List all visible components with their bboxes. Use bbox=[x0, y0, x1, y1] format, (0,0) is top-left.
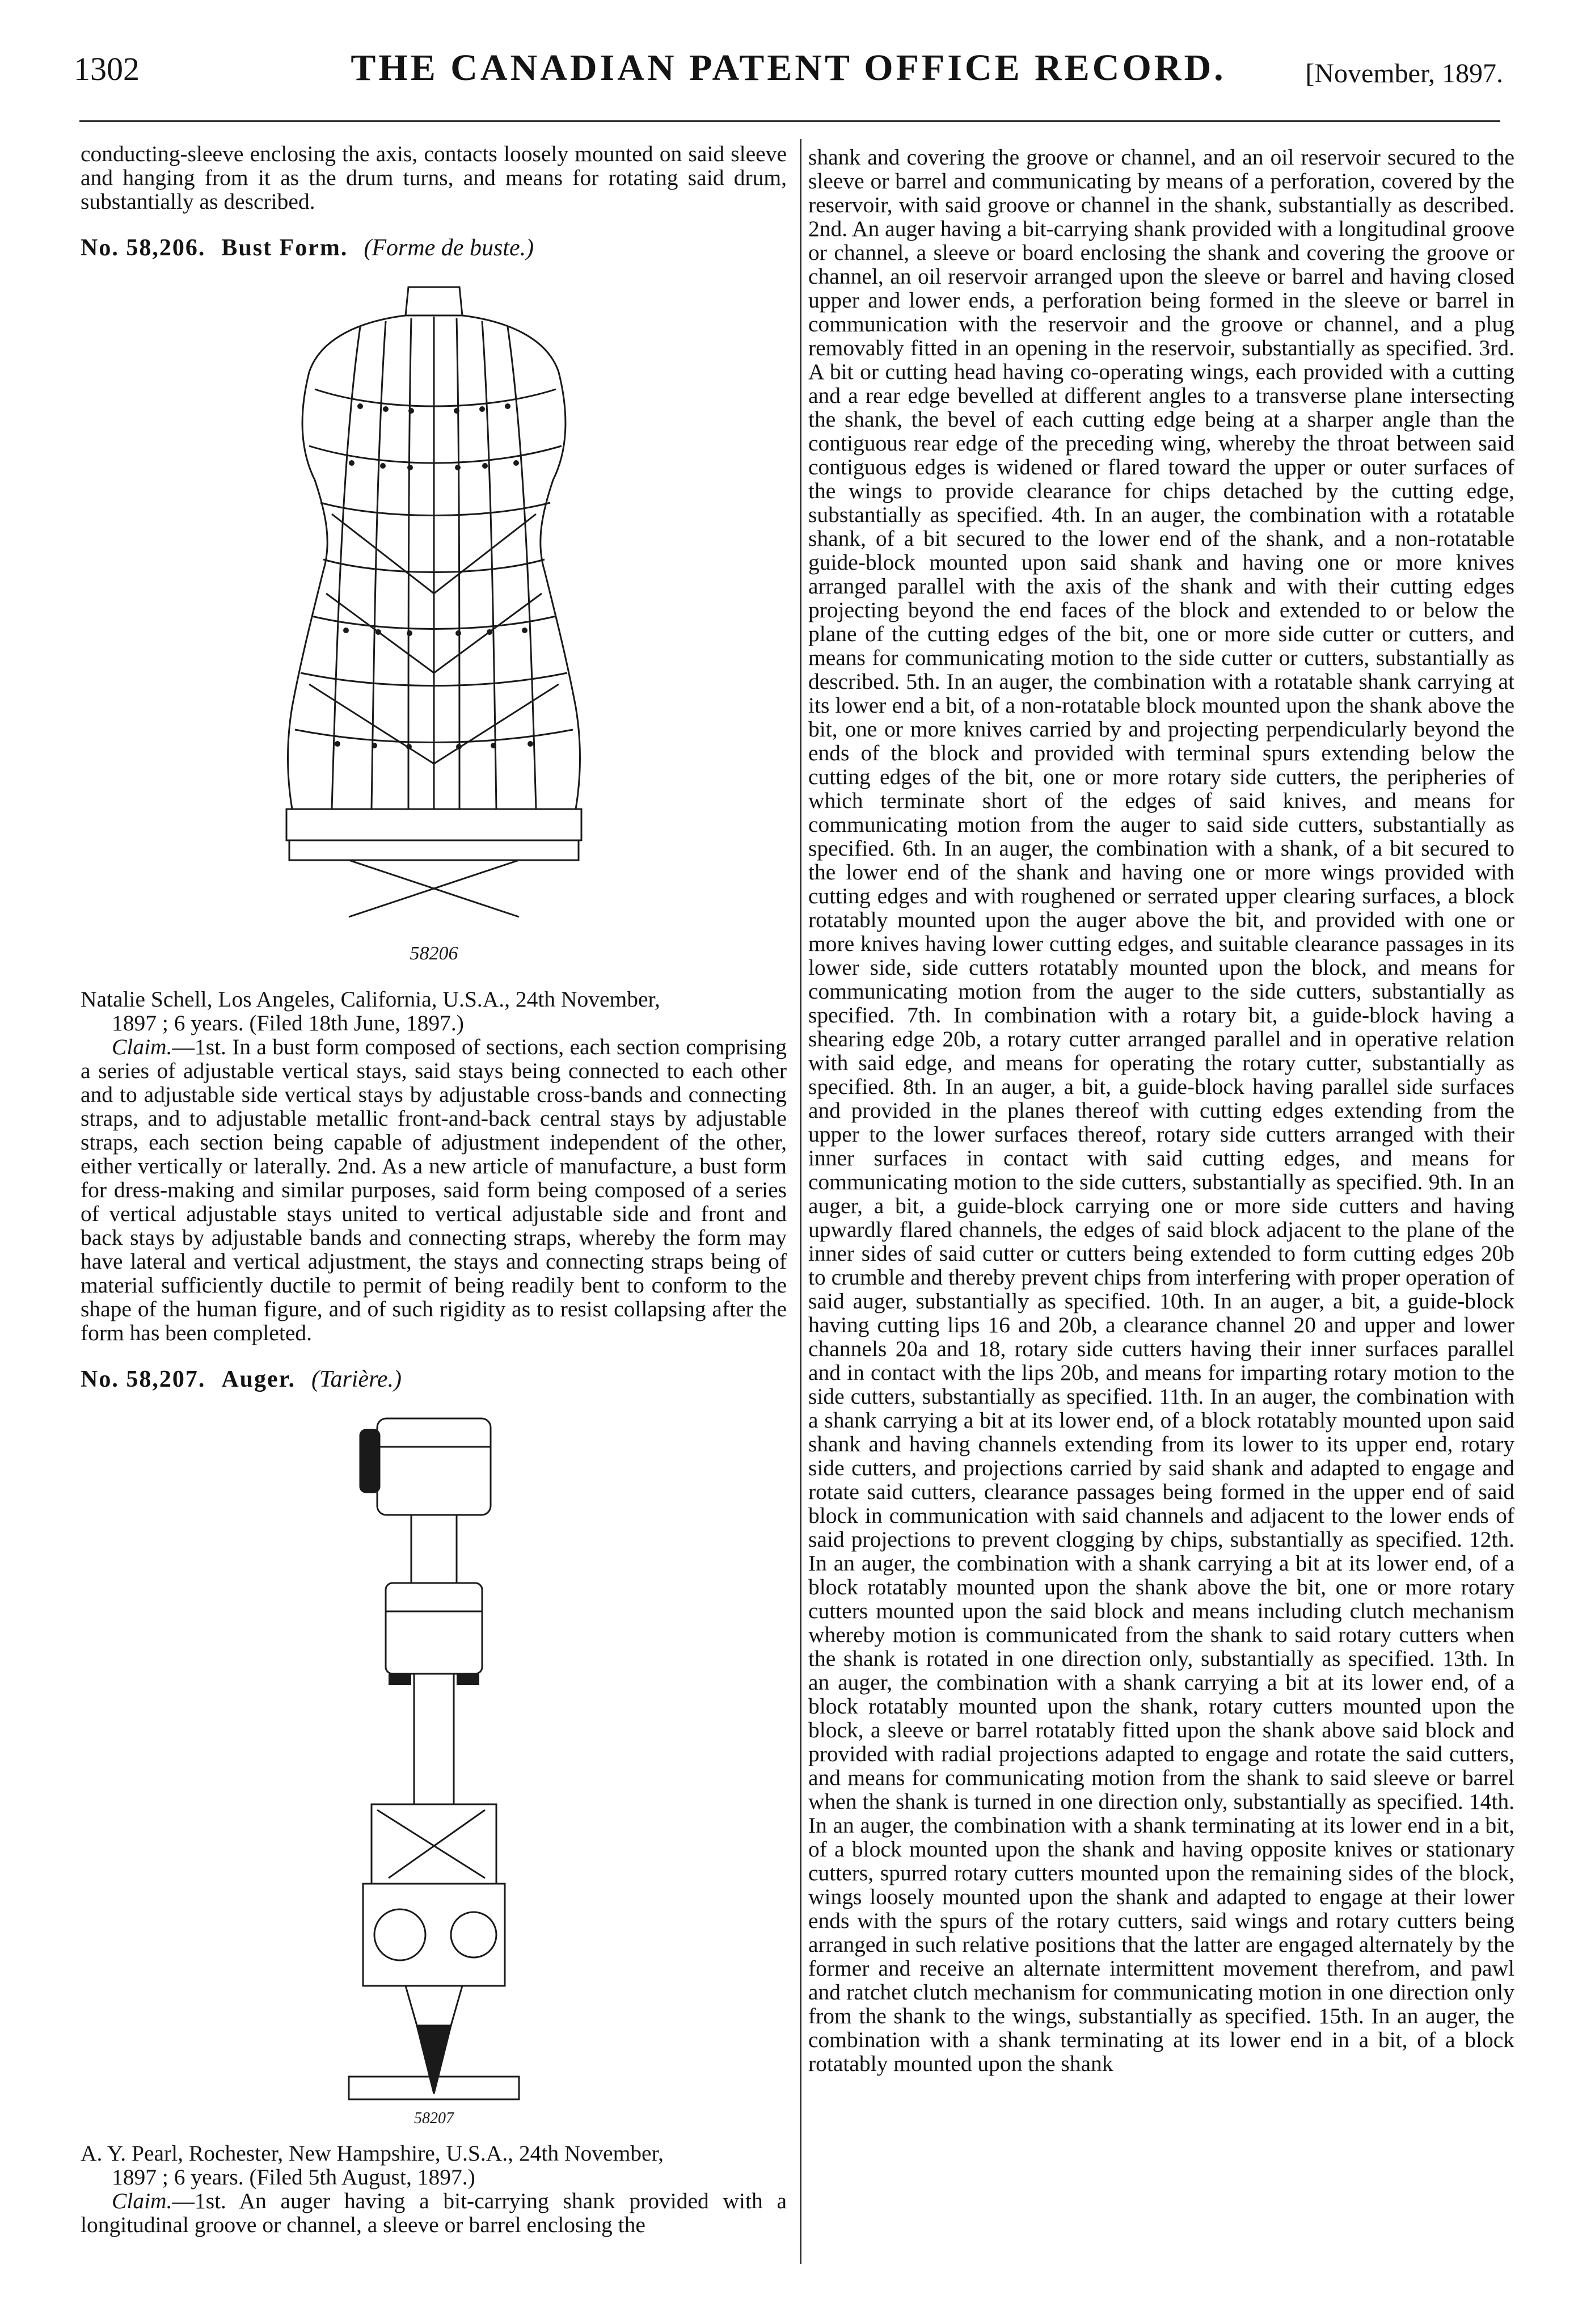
claim-text: —1st. In a bust form composed of sections, each section comprising a series of adjustable vertical stays, said stays being connected to each other and to adjustable side vertical stays by adjustable cross-bands and connecting straps, and to adjustable metallic front-and-back central stays by adjustable straps, each section being capable of adjustment independent of the other, either vertically or laterally. 2nd. As a new article of manufacture, a bust form for dress-making and similar purposes, said form being composed of a series of vertical adjustable stays united to vertical adjustable side and front and back stays by adjustable bands and connecting straps, whereby the form may have lateral and vertical adjustment, the stays and connecting straps being of material sufficiently ductile to permit of being readily bent to conform to the shape of the human figure, and of such rigidity as to resist collapsing after the form has been completed. bbox=[81, 1034, 787, 1345]
page-number: 1302 bbox=[74, 50, 140, 87]
claim-text: —1st. An auger having a bit-carrying shank provided with a longitudinal groove or channel, a sleeve or barrel enclosing the bbox=[81, 2188, 787, 2237]
auger-figure-label: 58207 bbox=[413, 2110, 454, 2127]
patent-name: Bust Form. bbox=[221, 235, 348, 261]
continued-claim-text: conducting-sleeve enclosing the axis, contacts loosely mounted on said sleeve and hanging from it as the drum turns, and means for rotating said drum, substantially as described. bbox=[81, 141, 787, 214]
patent-number: No. 58,207. bbox=[81, 1366, 206, 1392]
claim-58207 bbox=[81, 2189, 787, 2237]
publication-title: THE CANADIAN PATENT OFFICE RECORD. bbox=[351, 47, 1226, 89]
patent-heading-58206 bbox=[81, 236, 787, 260]
applicant-info-58207 bbox=[81, 2141, 787, 2189]
issue-date: [November, 1897. bbox=[1305, 58, 1503, 89]
bust-figure-label: 58206 bbox=[410, 943, 458, 964]
applicant-info-58206 bbox=[81, 987, 787, 1035]
bust-form-figure bbox=[247, 276, 621, 974]
claim-58206 bbox=[81, 1035, 787, 1345]
header-rule bbox=[79, 120, 1500, 122]
auger-claims-continued: shank and covering the groove or channel, and an oil reservoir secured to the sleeve or barrel and communicating by means of a perforation, covered by the reservoir, with said groove or channel in the shank, substantially as described. 2nd. An auger having a bit-carrying shank provided with a longitudinal groove or channel, a sleeve or board enclosing the shank and covering the groove or channel, an oil reservoir arranged upon the sleeve or barrel and having closed upper and lower ends, a perforation being formed in the sleeve or barrel in communication with the reservoir and the groove or channel, and a plug removably fitted in an opening in the reservoir, substantially as specified. 3rd. A bit or cutting head having co-operating wings, each provided with a cutting and a rear edge bevelled at different angles to a transverse plane intersecting the shank, the bevel of each cutting edge being at a sharper angle than the contiguous rear edge of the preceding wing, whereby the throat between said contiguous edges is widened or flared toward the upper or outer surfaces of the wings to provide clearance for chips detached by the cutting edge, substantially as specified. 4th. In an auger, the combination with a rotatable shank, of a bit secured to the lower end of the shank, and a non-rotatable guide-block mounted upon said shank and having one or more knives arranged parallel with the axis of the shank and with their cutting edges projecting beyond the end faces of the block and extended to or below the plane of the cutting edges of the bit, one or more side cutter or cutters, and means for communicating motion to the side cutter or cutters, substantially as described. 5th. In an auger, the combination with a rotatable shank carrying at its lower end a bit, of a non-rotatable block mounted upon the shank above the bit, one or more knives carried by and projecting perpendicularly beyond the ends of the block and provided with terminal spurs extending below the cutting edges of the bit, one or more rotary side cutters, the peripheries of which terminate short of the edges of said knives, and means for communicating motion from the auger to said side cutters, substantially as specified. 6th. In an auger, the combination with a shank, of a bit secured to the lower end of the shank and having one or more wings provided with cutting edges and with roughened or serrated upper clearing surfaces, a block rotatably mounted upon the auger above the bit, and provided with one or more knives having lower cutting edges, and suitable clearance passages in its lower side, side cutters rotatably mounted upon the block, and means for communicating motion from the auger to the side cutters, substantially as specified. 7th. In combination with a rotary bit, a guide-block having a shearing edge 20b, a rotary cutter arranged parallel and in operative relation with said edge, and means for operating the rotary cutter, substantially as specified. 8th. In an auger, a bit, a guide-block having parallel side surfaces and provided in the planes thereof with cutting edges extending from the upper to the lower surfaces thereof, rotary side cutters arranged with their inner surfaces in contact with said cutting edges, and means for communicating motion to the side cutters, substantially as specified. 9th. In an auger, a bit, a guide-block carrying one or more side cutters and having upwardly flared channels, the edges of said block adjacent to the plane of the inner sides of said cutter or cutters being extended to form cutting edges 20b to crumble and thereby prevent chips from interfering with proper operation of said auger, substantially as specified. 10th. In an auger, a bit, a guide-block having cutting lips 16 and 20b, a clearance channel 20 and upper and lower channels 20a and 18, rotary side cutters having their inner surfaces parallel and in contact with the lips 20b, and means for imparting rotary motion to the side cutters, substantially as specified. 11th. In an auger, the combination with a shank carrying a bit at its lower end, of a block rotatably mounted upon said shank and having channels extending from its lower to its upper end, rotary side cutters, and projections carried by said shank and adapted to engage and rotate said cutters, clearance passages being formed in the upper end of said block in communication with said channels and adjacent to the lower ends of said projections to prevent clogging by chips, substantially as specified. 12th. In an auger, the combination with a shank carrying a bit at its lower end, of a block rotatably mounted upon the shank above the bit, one or more rotary cutters mounted upon the said block and means including clutch mechanism whereby motion is communicated from the shank to said rotary cutters when the shank is rotated in one direction only, substantially as specified. 13th. In an auger, the combination with a shank carrying a bit at its lower end, of a block rotatably mounted upon the shank, rotary cutters mounted upon the block, a sleeve or barrel rotatably fitted upon the shank above said block and provided with radial projections adapted to engage and rotate the said cutters, and means for communicating motion from the shank to said sleeve or barrel when the shank is turned in one direction only, substantially as specified. 14th. In an auger, the combination with a shank terminating at its lower end in a bit, of a block mounted upon the shank and having opposite knives or stationary cutters, spurred rotary cutters mounted upon the remaining sides of the block, wings loosely mounted upon the shank and adapted to engage at their lower ends with the spurs of the rotary cutters, said wings and rotary cutters being arranged in such relative positions that the latter are engaged alternately by the former and receive an alternate intermittent movement therefrom, and pawl and ratchet clutch mechanism for communicating motion in one direction only from the shank to the wings, substantially as specified. 15th. In an auger, the combination with a shank terminating at its lower end in a bit, of a block rotatably mounted upon the shank bbox=[808, 145, 1514, 2076]
page-header bbox=[74, 45, 1503, 102]
claim-label: Claim. bbox=[112, 2188, 172, 2213]
left-column bbox=[81, 142, 787, 2237]
patent-name-french: (Forme de buste.) bbox=[364, 235, 534, 261]
applicant-term-line: 1897 ; 6 years. (Filed 5th August, 1897.) bbox=[112, 2165, 475, 2190]
auger-figure bbox=[315, 1407, 553, 2128]
claim-label: Claim. bbox=[112, 1034, 172, 1059]
patent-heading-58207 bbox=[81, 1367, 787, 1391]
right-column bbox=[808, 145, 1514, 2075]
applicant-term-line: 1897 ; 6 years. (Filed 18th June, 1897.) bbox=[112, 1011, 464, 1035]
patent-number: No. 58,206. bbox=[81, 235, 206, 261]
applicant-line: Natalie Schell, Los Angeles, California, U.S.A., 24th November, bbox=[81, 987, 660, 1012]
applicant-line: A. Y. Pearl, Rochester, New Hampshire, U.S.A., 24th November, bbox=[81, 2141, 664, 2166]
patent-name-french: (Tarière.) bbox=[311, 1366, 402, 1392]
patent-name: Auger. bbox=[221, 1366, 296, 1392]
column-divider bbox=[800, 139, 801, 2264]
